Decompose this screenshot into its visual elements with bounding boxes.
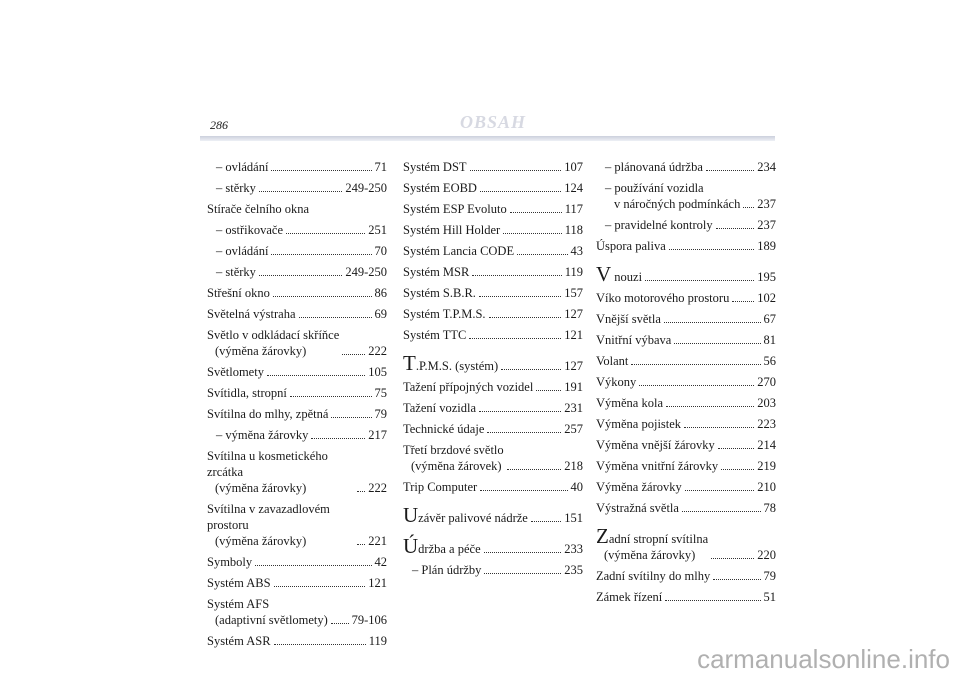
leader-dots — [274, 586, 366, 587]
leader-dots — [299, 317, 372, 318]
index-entry-label — [207, 501, 354, 549]
leader-dots — [669, 249, 754, 250]
index-entry-label — [207, 596, 328, 628]
leader-dots — [331, 417, 371, 418]
index-entry-label — [207, 243, 268, 259]
entry-text: Výstražná světla — [596, 501, 679, 515]
entry-text: Světlo v odkládací skříňce — [207, 328, 340, 342]
leader-dots — [479, 411, 561, 412]
index-entry-label — [403, 351, 499, 375]
entry-text: – používání vozidla — [605, 181, 704, 195]
page-ref: 231 — [564, 401, 583, 415]
entry-text: Zámek řízení — [596, 590, 663, 604]
index-entry-label — [596, 437, 715, 453]
index-entry-label — [207, 159, 268, 175]
index-entry-label — [207, 633, 271, 649]
leader-dots — [259, 275, 342, 276]
index-entry-label — [403, 534, 481, 558]
page-ref: 249-250 — [345, 265, 387, 279]
entry-text: Svítilna u kosmetického zrcátka — [207, 449, 328, 479]
section-initial-letter: U — [403, 503, 419, 527]
index-entry-label — [403, 479, 477, 495]
section-initial-letter: T — [403, 351, 416, 375]
leader-dots — [480, 191, 561, 192]
page-ref: 117 — [564, 202, 583, 216]
leader-dots — [484, 573, 561, 574]
page-ref: 79 — [374, 407, 387, 421]
entry-text: – ostřikovače — [216, 223, 283, 237]
index-entry-label — [403, 159, 467, 175]
entry-text: Systém AFS — [207, 597, 270, 611]
leader-dots — [342, 354, 365, 355]
watermark: carmanualsonline.info — [697, 644, 950, 674]
page-ref: 118 — [564, 223, 583, 237]
index-entry-label — [403, 180, 477, 196]
index-entry-label — [596, 479, 682, 495]
header-rule — [200, 136, 775, 141]
entry-text: Tažení přípojných vozidel — [403, 380, 534, 394]
entry-text: Svítidla, stropní — [207, 386, 287, 400]
index-entry — [403, 400, 583, 416]
leader-dots — [631, 364, 760, 365]
leader-dots — [507, 469, 562, 470]
index-entry-label — [207, 406, 328, 422]
index-entry — [207, 306, 387, 322]
leader-dots — [331, 623, 349, 624]
index-entry — [596, 353, 776, 369]
page-ref: 127 — [564, 307, 583, 321]
index-entry-label — [403, 400, 476, 416]
entry-text: Zadní svítilny do mlhy — [596, 569, 711, 583]
index-entry — [596, 159, 776, 175]
leader-dots — [682, 511, 761, 512]
index-entry — [207, 180, 387, 196]
leader-dots — [706, 170, 754, 171]
entry-text: Technické údaje — [403, 422, 485, 436]
page-ref: 69 — [374, 307, 387, 321]
index-entry — [596, 395, 776, 411]
entry-text: – Plán údržby — [412, 563, 482, 577]
index-entry — [207, 448, 387, 496]
entry-text: Svítilna do mlhy, zpětná — [207, 407, 329, 421]
index-entry-label — [596, 353, 628, 369]
leader-dots — [480, 490, 567, 491]
page-ref: 270 — [757, 375, 776, 389]
entry-text: Výměna žárovky — [596, 480, 682, 494]
index-entry — [596, 238, 776, 254]
page-ref: 249-250 — [345, 181, 387, 195]
index-entry — [596, 262, 776, 286]
index-column-3 — [596, 159, 776, 610]
page-ref: 79-106 — [351, 613, 387, 627]
page-ref: 233 — [564, 542, 583, 556]
section-initial-letter: V — [596, 262, 612, 286]
entry-text: Volant — [596, 354, 629, 368]
entry-text: držba a péče — [418, 542, 481, 556]
section-initial-letter: Z — [596, 524, 609, 548]
page-number: 286 — [210, 118, 228, 132]
index-entry — [207, 201, 387, 217]
index-entry-label — [403, 421, 484, 437]
page-ref: 237 — [757, 218, 776, 232]
page-ref: 51 — [763, 590, 776, 604]
page-ref: 81 — [763, 333, 776, 347]
page-ref: 79 — [763, 569, 776, 583]
index-entry — [403, 306, 583, 322]
leader-dots — [711, 558, 754, 559]
index-entry — [207, 633, 387, 649]
index-entry — [207, 243, 387, 259]
index-entry-label — [207, 385, 287, 401]
index-entry — [207, 264, 387, 280]
index-entry-label — [403, 503, 528, 527]
index-entry — [403, 159, 583, 175]
page-ref: 203 — [757, 396, 776, 410]
page-ref: 214 — [757, 438, 776, 452]
page-ref: 210 — [757, 480, 776, 494]
index-entry — [403, 285, 583, 301]
index-entry — [403, 503, 583, 527]
leader-dots — [469, 338, 561, 339]
page-ref: 71 — [374, 160, 387, 174]
entry-text: – stěrky — [216, 265, 256, 279]
entry-text-continuation: (výměna žárovek) — [411, 459, 502, 473]
page-ref: 157 — [564, 286, 583, 300]
page-ref: 43 — [570, 244, 583, 258]
index-entry — [596, 458, 776, 474]
index-entry — [403, 351, 583, 375]
leader-dots — [274, 644, 366, 645]
index-entry — [596, 374, 776, 390]
index-entry — [403, 243, 583, 259]
index-entry — [596, 217, 776, 233]
entry-text: – výměna žárovky — [216, 428, 309, 442]
page-ref: 189 — [757, 239, 776, 253]
page-ref: 78 — [763, 501, 776, 515]
leader-dots — [470, 170, 562, 171]
index-entry — [596, 332, 776, 348]
index-entry-label — [403, 222, 500, 238]
leader-dots — [501, 369, 561, 370]
index-entry-label — [207, 427, 308, 443]
index-entry-label — [403, 243, 514, 259]
page-ref: 119 — [368, 634, 387, 648]
leader-dots — [503, 233, 561, 234]
leader-dots — [684, 427, 754, 428]
page-ref: 191 — [564, 380, 583, 394]
entry-text: Svítilna v zavazadlovém prostoru — [207, 502, 330, 532]
index-entry-label — [207, 201, 309, 217]
index-entry — [207, 596, 387, 628]
leader-dots — [484, 552, 562, 553]
index-entry-label — [207, 264, 256, 280]
entry-text: Vnější světla — [596, 312, 661, 326]
leader-dots — [472, 275, 561, 276]
leader-dots — [255, 565, 371, 566]
entry-text: Stírače čelního okna — [207, 202, 310, 216]
entry-text: Symboly — [207, 555, 253, 569]
index-entry-label — [207, 364, 264, 380]
page-ref: 102 — [757, 291, 776, 305]
leader-dots — [311, 438, 365, 439]
page-ref: 221 — [368, 534, 387, 548]
leader-dots — [716, 228, 755, 229]
entry-text: závěr palivové nádrže — [418, 511, 528, 525]
index-entry — [596, 589, 776, 605]
entry-text-continuation: (výměna žárovky) — [604, 548, 696, 562]
leader-dots — [685, 490, 755, 491]
index-entry-label — [596, 395, 663, 411]
leader-dots — [517, 254, 567, 255]
entry-text: Třetí brzdové světlo — [403, 443, 504, 457]
leader-dots — [721, 469, 754, 470]
entry-text: – ovládání — [216, 160, 269, 174]
entry-text: Výměna vnější žárovky — [596, 438, 715, 452]
entry-text: Střešní okno — [207, 286, 270, 300]
index-entry-label — [207, 554, 252, 570]
entry-text: – pravidelné kontroly — [605, 218, 713, 232]
index-entry-label — [403, 442, 504, 474]
page-ref: 257 — [564, 422, 583, 436]
index-entry — [596, 290, 776, 306]
section-initial-letter: Ú — [403, 534, 419, 558]
index-entry — [403, 479, 583, 495]
entry-text: Výměna vnitřní žárovky — [596, 459, 719, 473]
leader-dots — [666, 406, 754, 407]
entry-text: Systém MSR — [403, 265, 470, 279]
index-entry-label — [403, 327, 466, 343]
entry-text: – plánovaná údržba — [605, 160, 703, 174]
index-entry-label — [596, 524, 709, 563]
leader-dots — [645, 280, 754, 281]
index-entry-label — [403, 306, 486, 322]
index-entry — [403, 534, 583, 558]
page-ref: 222 — [368, 481, 387, 495]
leader-dots — [713, 579, 760, 580]
leader-dots — [271, 170, 371, 171]
index-entry — [403, 442, 583, 474]
entry-text: Úspora paliva — [596, 239, 666, 253]
entry-text: Světelná výstraha — [207, 307, 296, 321]
entry-text: nouzi — [611, 270, 643, 284]
page-ref: 235 — [564, 563, 583, 577]
index-entry-label — [596, 217, 713, 233]
entry-text: Systém ESP Evoluto — [403, 202, 507, 216]
index-entry — [207, 327, 387, 359]
page-ref: 42 — [374, 555, 387, 569]
index-entry — [403, 327, 583, 343]
leader-dots — [479, 296, 561, 297]
index-entry — [403, 562, 583, 578]
index-entry — [403, 180, 583, 196]
leader-dots — [259, 191, 342, 192]
page-ref: 119 — [564, 265, 583, 279]
entry-text-continuation: (adaptivní světlomety) — [215, 613, 328, 627]
index-entry-label — [207, 575, 271, 591]
leader-dots — [271, 254, 371, 255]
index-entry-label — [596, 458, 718, 474]
page-ref: 223 — [757, 417, 776, 431]
entry-text: Víko motorového prostoru — [596, 291, 730, 305]
leader-dots — [639, 385, 754, 386]
index-entry-label — [596, 332, 671, 348]
index-entry — [403, 379, 583, 395]
leader-dots — [732, 301, 754, 302]
index-entry — [207, 159, 387, 175]
index-entry — [207, 285, 387, 301]
index-entry-label — [596, 290, 729, 306]
entry-text: Systém S.B.R. — [403, 286, 476, 300]
index-entry-label — [207, 306, 296, 322]
index-entry-label — [596, 159, 703, 175]
page-ref: 217 — [368, 428, 387, 442]
leader-dots — [286, 233, 365, 234]
index-entry-label — [403, 562, 481, 578]
index-entry — [596, 524, 776, 563]
index-entry — [596, 437, 776, 453]
index-entry — [403, 222, 583, 238]
leader-dots — [489, 317, 562, 318]
leader-dots — [674, 343, 760, 344]
index-entry — [207, 406, 387, 422]
page-ref: 124 — [564, 181, 583, 195]
leader-dots — [510, 212, 562, 213]
index-entry-label — [596, 568, 710, 584]
page-ref: 219 — [757, 459, 776, 473]
page-ref: 121 — [564, 328, 583, 342]
entry-text-continuation: (výměna žárovky) — [215, 344, 307, 358]
leader-dots — [290, 396, 372, 397]
index-entry — [596, 416, 776, 432]
index-entry — [207, 222, 387, 238]
page-ref: 107 — [564, 160, 583, 174]
index-entry — [596, 568, 776, 584]
page-ref: 121 — [368, 576, 387, 590]
index-entry-label — [207, 180, 256, 196]
page-ref: 86 — [374, 286, 387, 300]
page-ref: 251 — [368, 223, 387, 237]
index-entry-label — [596, 374, 636, 390]
index-entry-label — [403, 285, 476, 301]
index-entry — [207, 554, 387, 570]
page-ref: 75 — [374, 386, 387, 400]
page-ref: 70 — [374, 244, 387, 258]
index-entry-label — [207, 285, 270, 301]
index-entry — [403, 201, 583, 217]
page-ref: 127 — [564, 359, 583, 373]
entry-text: Tažení vozidla — [403, 401, 477, 415]
entry-text: Systém T.P.M.S. — [403, 307, 486, 321]
page-ref: 195 — [757, 270, 776, 284]
entry-text: Systém EOBD — [403, 181, 477, 195]
index-entry-label — [403, 201, 507, 217]
index-entry — [207, 427, 387, 443]
index-entry-label — [207, 448, 354, 496]
index-entry — [207, 575, 387, 591]
index-entry — [403, 421, 583, 437]
entry-text: Systém ABS — [207, 576, 271, 590]
index-entry-label — [596, 589, 662, 605]
entry-text: Systém ASR — [207, 634, 271, 648]
leader-dots — [665, 600, 760, 601]
index-entry-label — [596, 416, 681, 432]
page-ref: 105 — [368, 365, 387, 379]
leader-dots — [273, 296, 372, 297]
index-entry-label — [207, 222, 283, 238]
index-entry — [596, 180, 776, 212]
entry-text: – ovládání — [216, 244, 269, 258]
index-entry-label — [596, 500, 679, 516]
index-entry — [596, 479, 776, 495]
entry-text: Vnitřní výbava — [596, 333, 672, 347]
leader-dots — [664, 322, 761, 323]
leader-dots — [536, 390, 561, 391]
entry-text: Systém Lancia CODE — [403, 244, 515, 258]
leader-dots — [487, 432, 561, 433]
entry-text: Výměna pojistek — [596, 417, 682, 431]
page-ref: 218 — [564, 459, 583, 473]
index-entry — [207, 385, 387, 401]
leader-dots — [718, 448, 755, 449]
leader-dots — [267, 375, 365, 376]
entry-text-continuation: v náročných podmínkách — [614, 197, 741, 211]
entry-text: Výměna kola — [596, 396, 663, 410]
index-entry-label — [596, 311, 661, 327]
page-ref: 67 — [763, 312, 776, 326]
index-entry — [207, 501, 387, 549]
entry-text: Systém TTC — [403, 328, 467, 342]
index-entry-label — [596, 262, 643, 286]
index-entry-label — [596, 180, 740, 212]
page-ref: 234 — [757, 160, 776, 174]
index-entry — [596, 500, 776, 516]
entry-text: .P.M.S. (systém) — [415, 359, 499, 373]
entry-text: Světlomety — [207, 365, 264, 379]
entry-text-continuation: (výměna žárovky) — [215, 481, 307, 495]
index-entry-label — [403, 264, 469, 280]
entry-text: Systém Hill Holder — [403, 223, 501, 237]
index-entry — [596, 311, 776, 327]
page-ref: 56 — [763, 354, 776, 368]
leader-dots — [743, 207, 754, 208]
entry-text: Systém DST — [403, 160, 467, 174]
page-title: OBSAH — [460, 112, 527, 132]
entry-text: Trip Computer — [403, 480, 478, 494]
leader-dots — [357, 544, 365, 545]
entry-text: – stěrky — [216, 181, 256, 195]
entry-text: Výkony — [596, 375, 637, 389]
index-column-2 — [403, 159, 583, 583]
leader-dots — [531, 521, 561, 522]
index-entry-label — [207, 327, 339, 359]
index-column-1 — [207, 159, 387, 654]
entry-text: adní stropní svítilna — [608, 532, 709, 546]
page-ref: 40 — [570, 480, 583, 494]
entry-text-continuation: (výměna žárovky) — [215, 534, 307, 548]
index-entry — [207, 364, 387, 380]
index-entry — [403, 264, 583, 280]
index-entry-label — [403, 379, 533, 395]
leader-dots — [357, 491, 365, 492]
page-ref: 151 — [564, 511, 583, 525]
page-ref: 237 — [757, 197, 776, 211]
index-entry-label — [596, 238, 666, 254]
page-ref: 222 — [368, 344, 387, 358]
page-ref: 220 — [757, 548, 776, 562]
